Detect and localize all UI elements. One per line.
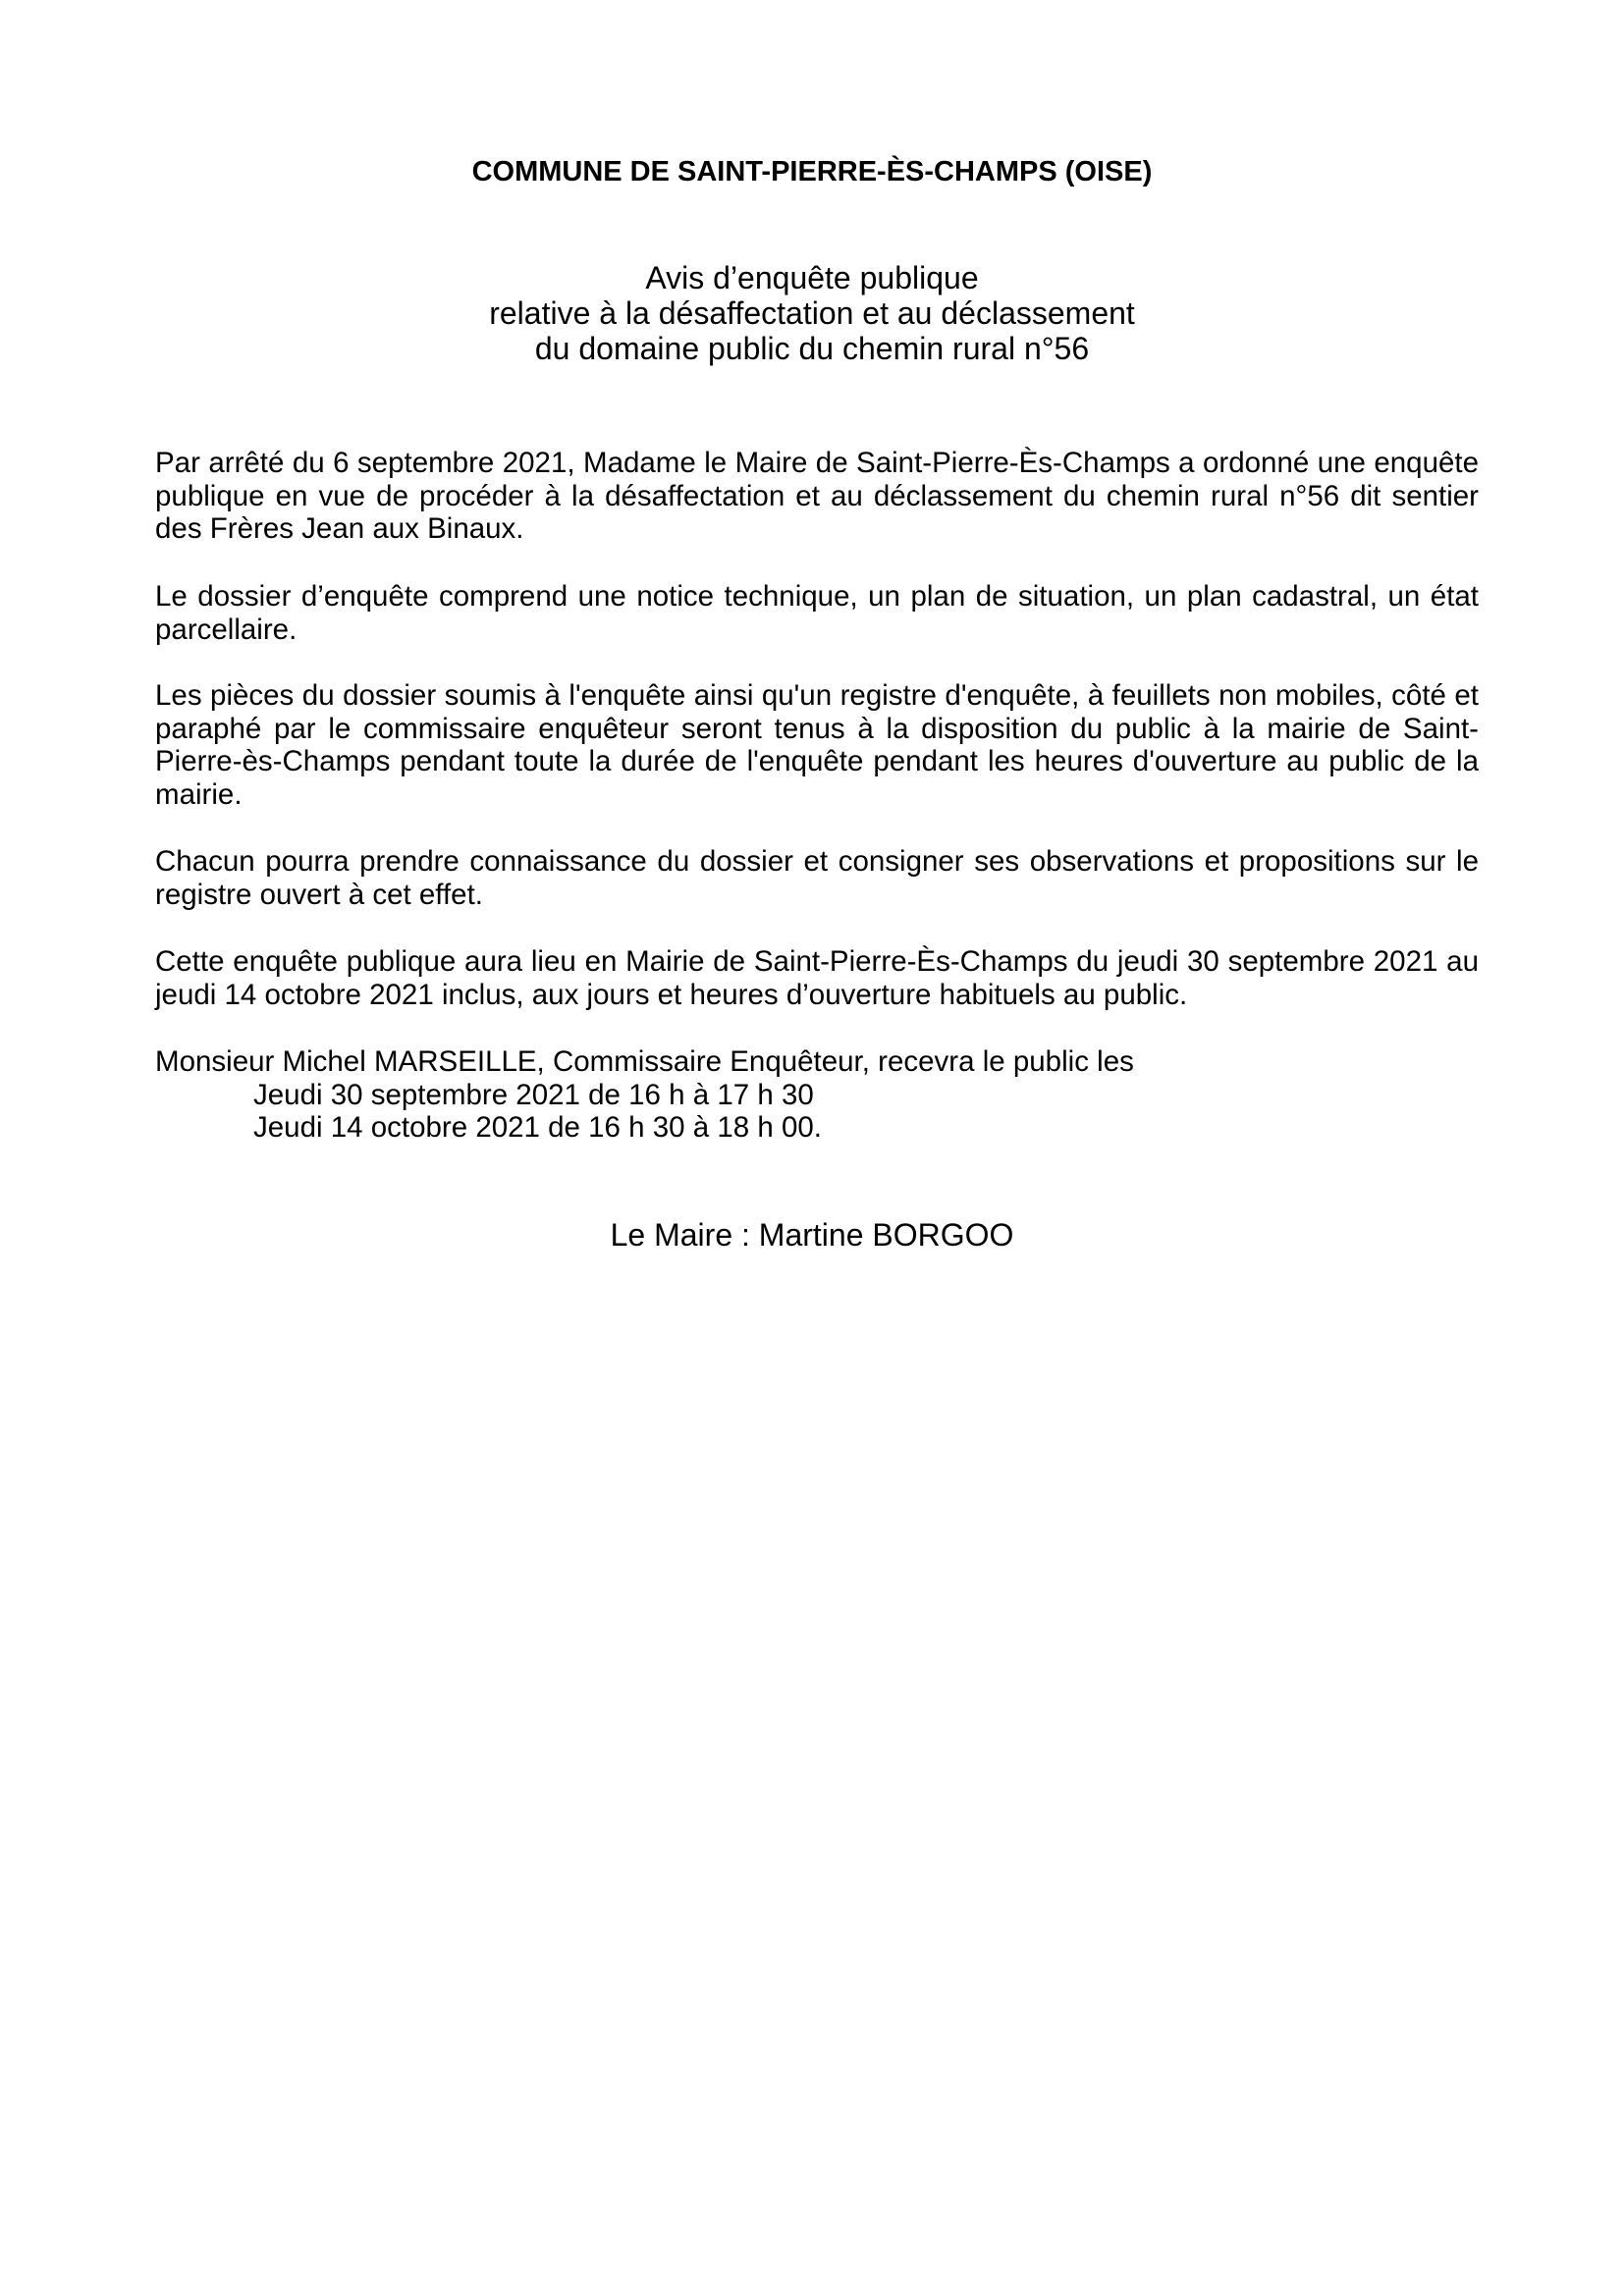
notice-body [155,447,1479,1145]
paragraph-dossier-contents: Le dossier d’enquête comprend une notice technique, un plan de situation, un plan cadastral, un état parcellaire. [155,580,1479,646]
commissioner-section [155,1045,1479,1145]
title-line: relative à la désaffectation et au déclassement [489,295,1135,331]
session-item: Jeudi 14 octobre 2021 de 16 h 30 à 18 h 00. [253,1111,822,1145]
paragraph-decree: Par arrêté du 6 septembre 2021, Madame le Maire de Saint-Pierre-Ès-Champs a ordonné une enquête publique en vue de procéder à la désaffectation et au déclassement du chemin rural n°56 dit sentier des Frères Jean aux Binaux. [155,447,1479,546]
title-line: du domaine public du chemin rural n°56 [534,331,1090,366]
paragraph-dossier-availability: Les pièces du dossier soumis à l'enquête ainsi qu'un registre d'enquête, à feuillets non mobiles, côté et paraphé par le commissaire enquêteur seront tenus à la disposition du public à la mairie de Saint-Pierre-ès-Champs pendant toute la durée de l'enquête pendant les heures d'ouverture au public de la mairie. [155,679,1479,811]
title-line: Avis d’enquête publique [645,260,979,295]
mayor-signature: Le Maire : Martine BORGOO [610,1217,1014,1253]
notice-title [0,260,1624,366]
paragraph-inquiry-dates: Cette enquête publique aura lieu en Mairie de Saint-Pierre-Ès-Champs du jeudi 30 septembre 2021 au jeudi 14 octobre 2021 inclus, aux jours et heures d’ouverture habituels au public. [155,945,1479,1011]
commissioner-intro: Monsieur Michel MARSEILLE, Commissaire Enquêteur, recevra le public les [155,1045,1134,1078]
paragraph-observations: Chacun pourra prendre connaissance du dossier et consigner ses observations et propositions sur le registre ouvert à cet effet. [155,845,1479,911]
commune-heading: COMMUNE DE SAINT-PIERRE-ÈS-CHAMPS (OISE) [471,156,1153,187]
session-item: Jeudi 30 septembre 2021 de 16 h à 17 h 30 [253,1078,814,1111]
